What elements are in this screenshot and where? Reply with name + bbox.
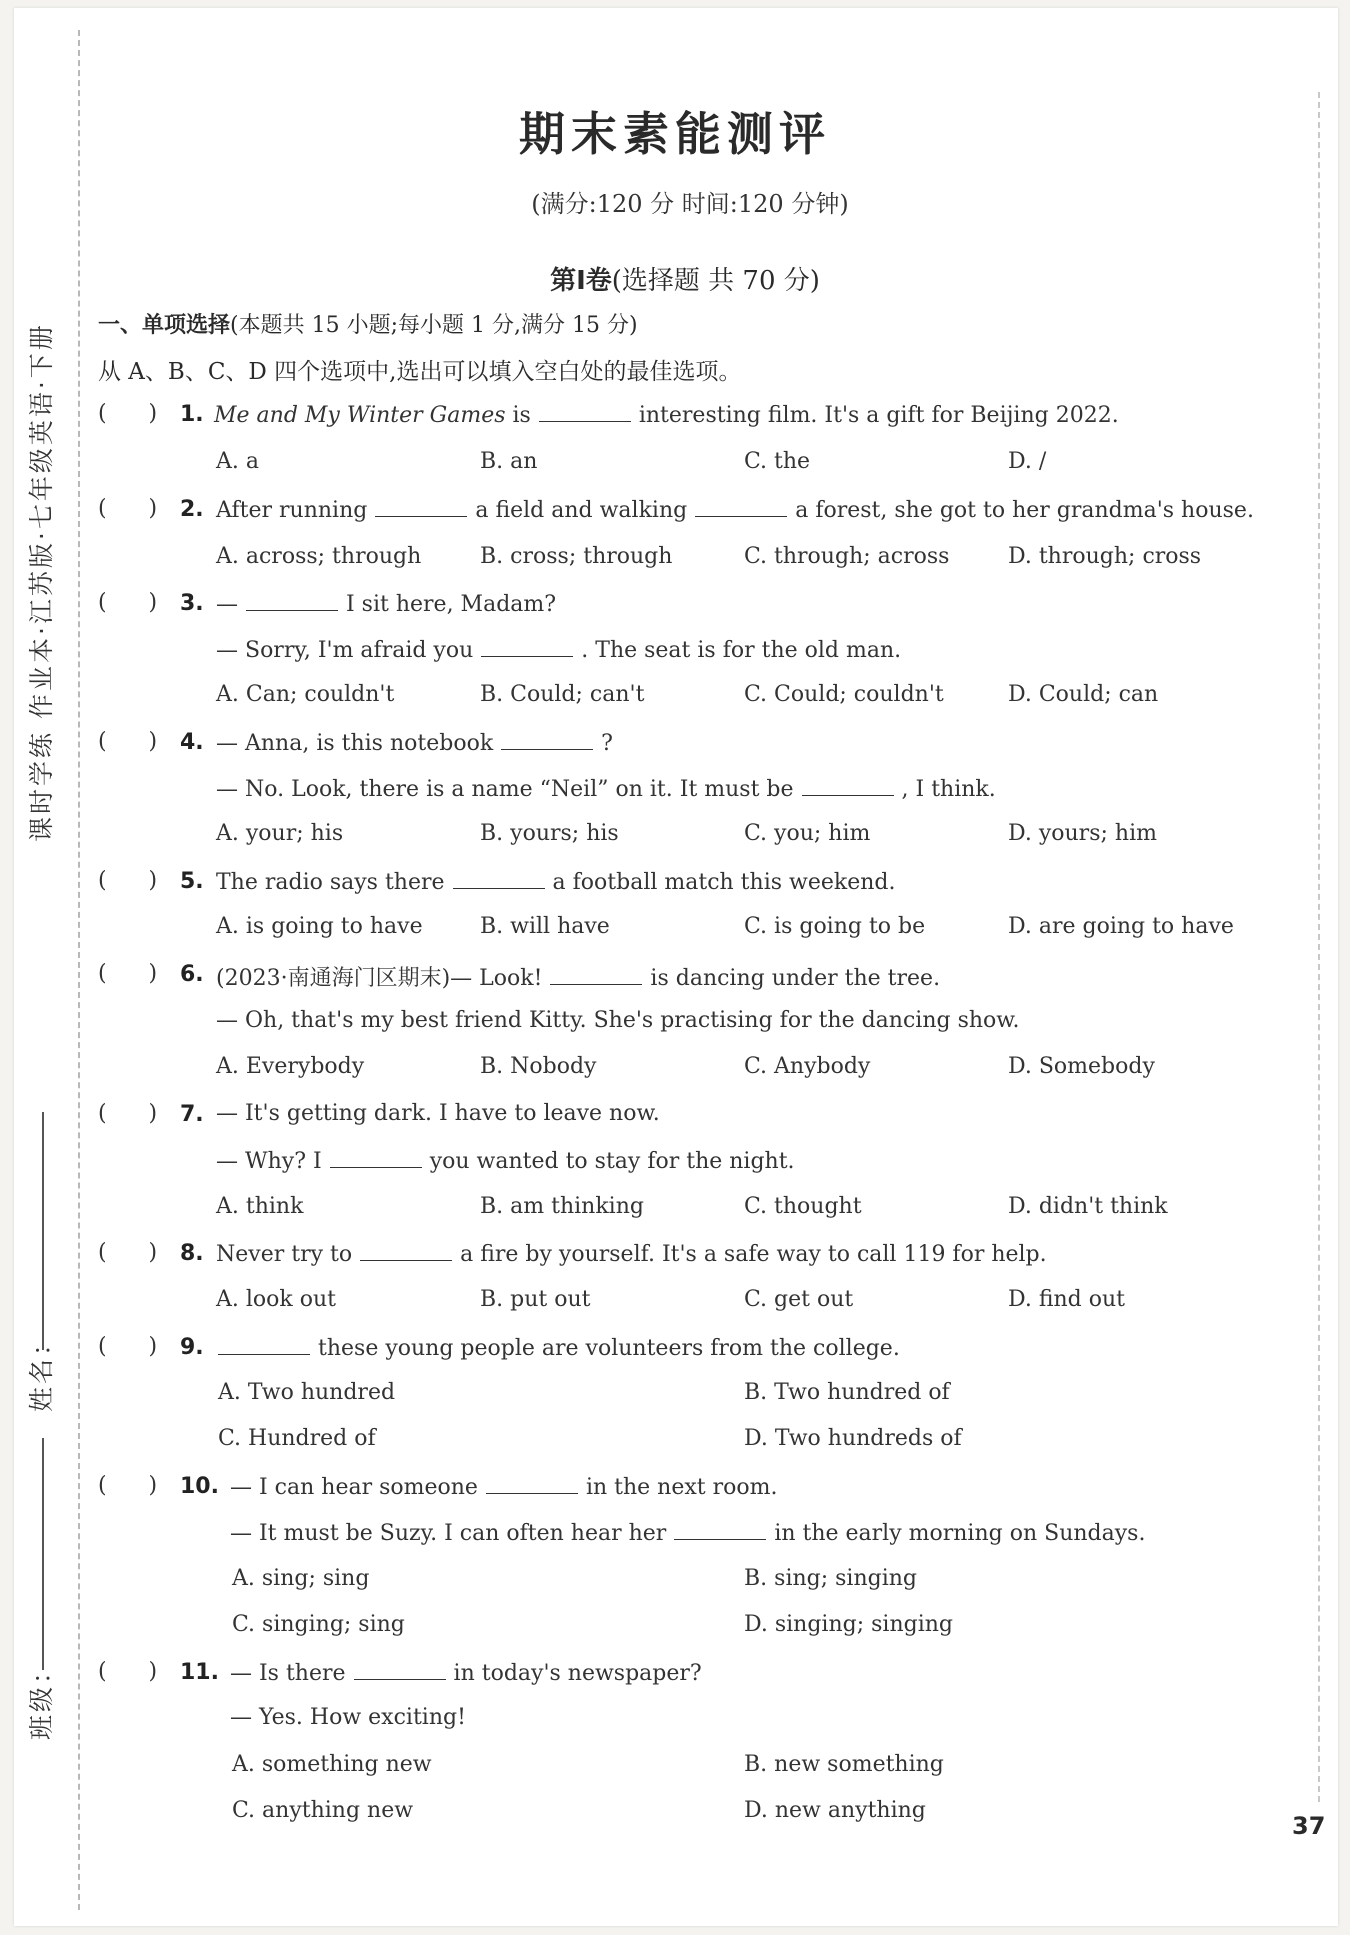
option-c: C. Anybody <box>744 1054 871 1079</box>
option-b: B. am thinking <box>480 1194 644 1219</box>
answer-blank <box>481 636 573 657</box>
stem-text: — Why? I <box>216 1149 322 1174</box>
option-b: B. put out <box>480 1287 591 1312</box>
question-7-stem: — It's getting dark. I have to leave now. <box>216 1101 660 1126</box>
option-d: D. through; cross <box>1008 544 1202 569</box>
section-label: 第Ⅰ卷 <box>550 266 612 296</box>
stem-text: — I can hear someone <box>230 1475 478 1500</box>
stem-text: a football match this weekend. <box>552 870 896 895</box>
question-5-stem <box>216 868 895 895</box>
stem-text: in today's newspaper? <box>453 1661 702 1686</box>
stem-text: I sit here, Madam? <box>346 592 557 617</box>
option-a: A. sing; sing <box>232 1566 370 1591</box>
answer-bracket[interactable]: ( ) <box>98 590 158 615</box>
stem-text: — Is there <box>230 1661 346 1686</box>
answer-bracket[interactable]: ( ) <box>98 496 158 521</box>
section-detail: (选择题 共 70 分) <box>611 266 820 296</box>
answer-blank <box>695 496 787 517</box>
stem-text: — Anna, is this notebook <box>216 731 494 756</box>
option-c: C. is going to be <box>744 914 926 939</box>
option-a: A. your; his <box>216 821 344 846</box>
question-number: 4. <box>180 730 204 755</box>
stem-text: Never try to <box>216 1242 353 1267</box>
page-number: 37 <box>1292 1812 1326 1840</box>
stem-text: you wanted to stay for the night. <box>429 1149 795 1174</box>
option-a: A. a <box>216 449 259 474</box>
class-label: 班级： <box>27 1655 56 1740</box>
option-b: B. sing; singing <box>744 1566 918 1591</box>
answer-blank <box>330 1147 422 1168</box>
section-heading <box>0 260 1350 297</box>
answer-blank <box>360 1240 452 1261</box>
question-1-stem <box>214 401 1119 428</box>
stem-text: The radio says there <box>216 870 445 895</box>
answer-bracket[interactable]: ( ) <box>98 1473 158 1498</box>
stem-text: a field and walking <box>475 498 688 523</box>
option-a: A. is going to have <box>216 914 423 939</box>
question-4-reply <box>216 775 996 802</box>
question-number: 7. <box>180 1102 204 1127</box>
stem-text: is <box>505 403 531 428</box>
answer-blank <box>674 1519 766 1540</box>
question-number: 1. <box>180 402 204 427</box>
part-title: 一、单项选择 <box>98 313 231 338</box>
stem-text: — It must be Suzy. I can often hear her <box>230 1521 667 1546</box>
option-b: B. cross; through <box>480 544 673 569</box>
question-number: 10. <box>180 1474 219 1499</box>
answer-bracket[interactable]: ( ) <box>98 1659 158 1684</box>
option-c: C. singing; sing <box>232 1612 405 1637</box>
answer-blank <box>453 868 545 889</box>
option-c: C. the <box>744 449 811 474</box>
question-11-stem <box>230 1659 702 1686</box>
question-2-stem <box>216 496 1254 523</box>
option-a: A. think <box>216 1194 304 1219</box>
option-a: A. something new <box>232 1752 432 1777</box>
name-label: 姓名： <box>27 1327 56 1412</box>
option-b: B. an <box>480 449 538 474</box>
answer-blank <box>501 729 593 750</box>
option-a: A. Two hundred <box>218 1380 396 1405</box>
question-10-reply <box>230 1519 1145 1546</box>
stem-text: a forest, she got to her grandma's house. <box>795 498 1254 523</box>
page-title: 期末素能测评 <box>519 107 831 161</box>
option-b: B. will have <box>480 914 610 939</box>
stem-text: is dancing under the tree. <box>650 966 941 991</box>
answer-bracket[interactable]: ( ) <box>98 401 158 426</box>
binding-cut-line <box>78 30 80 1910</box>
score-time-info: (满分:120 分 时间:120 分钟) <box>531 190 849 218</box>
answer-bracket[interactable]: ( ) <box>98 1101 158 1126</box>
answer-blank <box>375 496 467 517</box>
question-11-reply: — Yes. How exciting! <box>230 1705 466 1730</box>
stem-text: — <box>216 592 238 617</box>
stem-text: . The seat is for the old man. <box>581 638 902 663</box>
option-d: D. Two hundreds of <box>744 1426 962 1451</box>
answer-blank <box>246 590 338 611</box>
stem-text: — No. Look, there is a name “Neil” on it. It must be <box>216 777 794 802</box>
answer-bracket[interactable]: ( ) <box>98 729 158 754</box>
option-c: C. through; across <box>744 544 950 569</box>
option-d: D. didn't think <box>1008 1194 1168 1219</box>
answer-blank <box>539 401 631 422</box>
part-instruction: 从 A、B、C、D 四个选项中,选出可以填入空白处的最佳选项。 <box>98 359 742 385</box>
question-6-stem <box>216 961 940 992</box>
stem-text: After running <box>216 498 368 523</box>
question-9-stem <box>210 1334 900 1361</box>
option-d: D. Somebody <box>1008 1054 1155 1079</box>
option-d: D. find out <box>1008 1287 1126 1312</box>
option-c: C. Hundred of <box>218 1426 376 1451</box>
option-d: D. singing; singing <box>744 1612 953 1637</box>
option-b: B. new something <box>744 1752 944 1777</box>
name-write-line <box>42 1112 44 1350</box>
question-number: 11. <box>180 1660 219 1685</box>
answer-blank <box>486 1473 578 1494</box>
series-label: 课时学练 作业本·江苏版·七年级英语·下册 <box>27 322 56 842</box>
option-b: B. Could; can't <box>480 682 645 707</box>
option-c: C. thought <box>744 1194 862 1219</box>
question-number: 9. <box>180 1335 204 1360</box>
stem-text: interesting film. It's a gift for Beijing 2022. <box>638 403 1119 428</box>
question-number: 8. <box>180 1241 204 1266</box>
question-number: 5. <box>180 869 204 894</box>
option-a: A. across; through <box>216 544 422 569</box>
option-c: C. Could; couldn't <box>744 682 944 707</box>
answer-bracket[interactable]: ( ) <box>98 1334 158 1359</box>
stem-text: (2023·南通海门区期末)— Look! <box>216 966 543 991</box>
class-write-line <box>42 1438 44 1670</box>
film-title: Me and My Winter Games <box>214 403 506 428</box>
question-8-stem <box>216 1240 1047 1267</box>
answer-blank <box>218 1334 310 1355</box>
option-b: B. Two hundred of <box>744 1380 950 1405</box>
answer-blank <box>550 964 642 985</box>
part-detail: (本题共 15 小题;每小题 1 分,满分 15 分) <box>230 313 638 338</box>
question-number: 6. <box>180 962 204 987</box>
question-7-reply <box>216 1147 795 1174</box>
option-a: A. Everybody <box>216 1054 365 1079</box>
question-3-reply <box>216 636 901 663</box>
option-a: A. look out <box>216 1287 336 1312</box>
answer-blank <box>802 775 894 796</box>
question-4-stem <box>216 729 613 756</box>
option-d: D. yours; him <box>1008 821 1157 846</box>
option-a: A. Can; couldn't <box>216 682 395 707</box>
stem-text: , I think. <box>901 777 996 802</box>
option-b: B. Nobody <box>480 1054 597 1079</box>
question-3-stem <box>216 590 556 617</box>
part-heading <box>98 308 638 339</box>
question-10-stem <box>230 1473 777 1500</box>
answer-bracket[interactable]: ( ) <box>98 961 158 986</box>
question-number: 2. <box>180 497 204 522</box>
option-c: C. anything new <box>232 1798 414 1823</box>
answer-bracket[interactable]: ( ) <box>98 1240 158 1265</box>
stem-text: — Sorry, I'm afraid you <box>216 638 474 663</box>
option-d: D. / <box>1008 449 1047 474</box>
option-d: D. are going to have <box>1008 914 1234 939</box>
option-d: D. Could; can <box>1008 682 1159 707</box>
question-6-reply: — Oh, that's my best friend Kitty. She's practising for the dancing show. <box>216 1008 1020 1033</box>
stem-text: these young people are volunteers from the college. <box>318 1336 900 1361</box>
option-c: C. get out <box>744 1287 854 1312</box>
option-c: C. you; him <box>744 821 871 846</box>
stem-text: in the next room. <box>585 1475 778 1500</box>
answer-blank <box>354 1659 446 1680</box>
question-number: 3. <box>180 591 204 616</box>
option-d: D. new anything <box>744 1798 926 1823</box>
stem-text: ? <box>601 731 613 756</box>
stem-text: a fire by yourself. It's a safe way to call 119 for help. <box>460 1242 1047 1267</box>
answer-bracket[interactable]: ( ) <box>98 868 158 893</box>
stem-text: in the early morning on Sundays. <box>774 1521 1146 1546</box>
option-b: B. yours; his <box>480 821 619 846</box>
right-guide-line <box>1318 92 1320 1802</box>
